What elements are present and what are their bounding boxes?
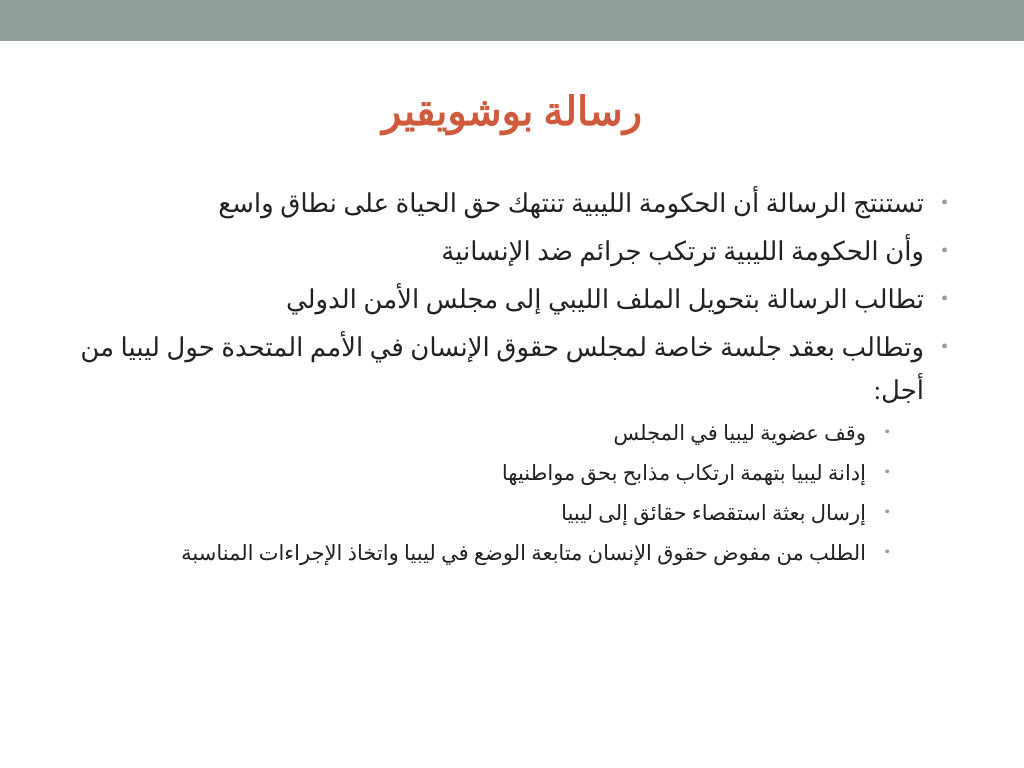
slide-content <box>80 182 948 576</box>
sub-bullet-list <box>80 416 924 570</box>
sub-bullet-item: • إرسال بعثة استقصاء حقائق إلى ليبيا <box>80 496 924 530</box>
sub-bullet-item: • الطلب من مفوض حقوق الإنسان متابعة الوضع في ليبيا واتخاذ الإجراءات المناسبة <box>80 536 924 570</box>
bullet-item: • تطالب الرسالة بتحويل الملف الليبي إلى مجلس الأمن الدولي <box>80 278 948 321</box>
bullet-list <box>80 182 948 570</box>
sub-bullet-item: • إدانة ليبيا بتهمة ارتكاب مذابح بحق مواطنيها <box>80 456 924 490</box>
bullet-item: • وأن الحكومة الليبية ترتكب جرائم ضد الإنسانية <box>80 230 948 273</box>
bullet-item: • تستنتج الرسالة أن الحكومة الليبية تنتهك حق الحياة على نطاق واسع <box>80 182 948 225</box>
top-bar <box>0 0 1024 41</box>
bullet-item-with-sublist <box>80 326 948 570</box>
slide-title: رسالة بوشويقير <box>381 89 643 134</box>
bullet-item-text: وتطالب بعقد جلسة خاصة لمجلس حقوق الإنسان في الأمم المتحدة حول ليبيا من أجل: <box>80 333 924 405</box>
sub-bullet-item: • وقف عضوية ليبيا في المجلس <box>80 416 924 450</box>
